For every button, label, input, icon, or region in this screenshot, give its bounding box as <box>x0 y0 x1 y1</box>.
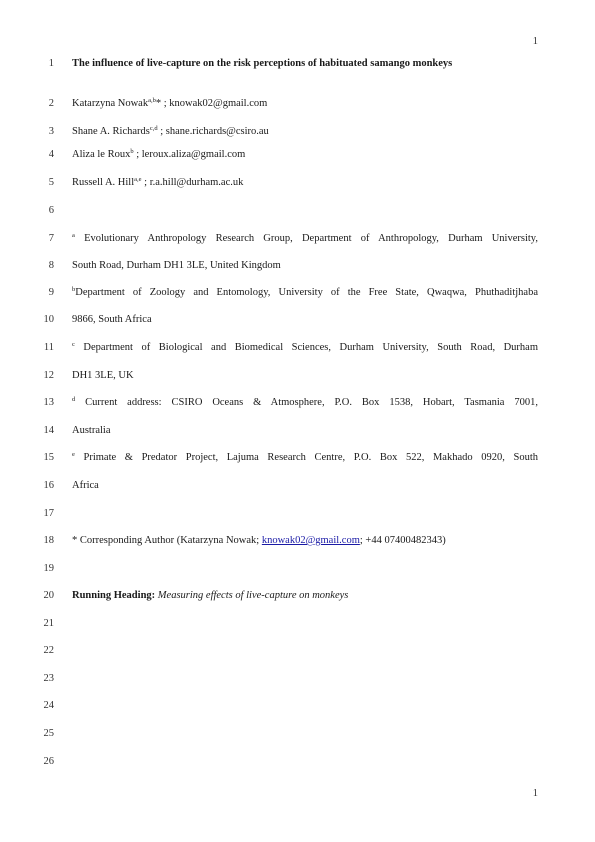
line-number: 9 <box>48 287 54 298</box>
line-number: 19 <box>43 563 54 574</box>
line-number: 17 <box>43 508 54 519</box>
line-number: 7 <box>48 233 54 244</box>
line-number: 3 <box>48 126 54 137</box>
affiliation-text: Department of Biological and Biomedical Sciences, Durham University, South Road, Durham <box>74 342 538 353</box>
affiliation-line <box>72 233 538 244</box>
author-email: ; shane.richards@csiro.au <box>157 126 269 137</box>
line-number: 12 <box>43 370 54 381</box>
corresponding-suffix: ; +44 07400482343) <box>359 535 446 546</box>
affiliation-mark: a,b <box>148 97 156 104</box>
author-name: Shane A. Richards <box>72 126 150 137</box>
affiliation-mark: b <box>72 286 76 293</box>
author-name: Aliza le Roux <box>72 149 131 160</box>
line-number: 21 <box>43 618 54 629</box>
line-number: 26 <box>43 756 54 767</box>
affiliation-text: Department of Zoology and Entomology, University of the Free State, Qwaqwa, Phuthaditjhaba <box>75 287 538 298</box>
corresponding-star: * <box>155 98 162 109</box>
affiliation-text: Current address: CSIRO Oceans & Atmosphere, P.O. Box 1538, Hobart, Tasmania 7001, <box>75 397 538 408</box>
line-number: 8 <box>48 260 54 271</box>
affiliation-line <box>72 452 538 463</box>
page-number-top: 1 <box>532 36 538 47</box>
affiliation-line: South Road, Durham DH1 3LE, United Kingdom <box>72 260 281 271</box>
line-number: 2 <box>48 98 54 109</box>
affiliation-line: 9866, South Africa <box>72 314 152 325</box>
affiliation-line: Africa <box>72 480 99 491</box>
author-line <box>72 126 269 137</box>
affiliation-text: Primate & Predator Project, Lajuma Research Centre, P.O. Box 522, Makhado 0920, South <box>74 452 538 463</box>
page-number-bottom: 1 <box>532 788 538 799</box>
author-name: Russell A. Hill <box>72 177 135 188</box>
affiliation-mark: c,d <box>149 125 158 132</box>
line-number: 14 <box>43 425 54 436</box>
affiliation-line <box>72 342 538 353</box>
affiliation-mark: a,e <box>134 176 142 183</box>
line-number: 1 <box>48 58 54 69</box>
running-heading-text: Measuring effects of live-capture on monkeys <box>155 590 349 601</box>
affiliation-text: Evolutionary Anthropology Research Group, Department of Anthropology, Durham University, <box>74 233 538 244</box>
line-number: 6 <box>48 205 54 216</box>
affiliation-line: Australia <box>72 425 111 436</box>
line-number: 5 <box>48 177 54 188</box>
affiliation-line <box>72 397 538 408</box>
author-email: ; knowak02@gmail.com <box>161 98 268 109</box>
line-number: 10 <box>43 314 54 325</box>
affiliation-mark: e <box>72 451 75 458</box>
author-line <box>72 177 243 188</box>
line-number: 11 <box>43 342 54 353</box>
affiliation-line: DH1 3LE, UK <box>72 370 134 381</box>
author-line <box>72 98 267 109</box>
line-number: 24 <box>43 700 54 711</box>
line-number: 18 <box>43 535 54 546</box>
line-number: 25 <box>43 728 54 739</box>
affiliation-line <box>72 287 538 298</box>
line-number: 22 <box>43 645 54 656</box>
running-heading <box>72 590 348 601</box>
author-email: ; leroux.aliza@gmail.com <box>133 149 246 160</box>
line-number: 4 <box>48 149 54 160</box>
corresponding-author <box>72 535 446 546</box>
line-number: 15 <box>43 452 54 463</box>
affiliation-mark: b <box>130 148 134 155</box>
affiliation-mark: d <box>72 396 76 403</box>
email-link[interactable]: knowak02@gmail.com <box>261 535 360 546</box>
line-number: 20 <box>43 590 54 601</box>
corresponding-prefix: * Corresponding Author (Katarzyna Nowak; <box>72 535 262 546</box>
paper-title: The influence of live-capture on the risk perceptions of habituated samango monkeys <box>72 58 453 69</box>
affiliation-mark: c <box>72 341 75 348</box>
line-number: 13 <box>43 397 54 408</box>
author-line <box>72 149 245 160</box>
affiliation-mark: a <box>72 232 75 239</box>
line-number: 23 <box>43 673 54 684</box>
author-name: Katarzyna Nowak <box>72 98 149 109</box>
line-number: 16 <box>43 480 54 491</box>
running-heading-label: Running Heading: <box>72 590 156 601</box>
author-email: ; r.a.hill@durham.ac.uk <box>141 177 244 188</box>
